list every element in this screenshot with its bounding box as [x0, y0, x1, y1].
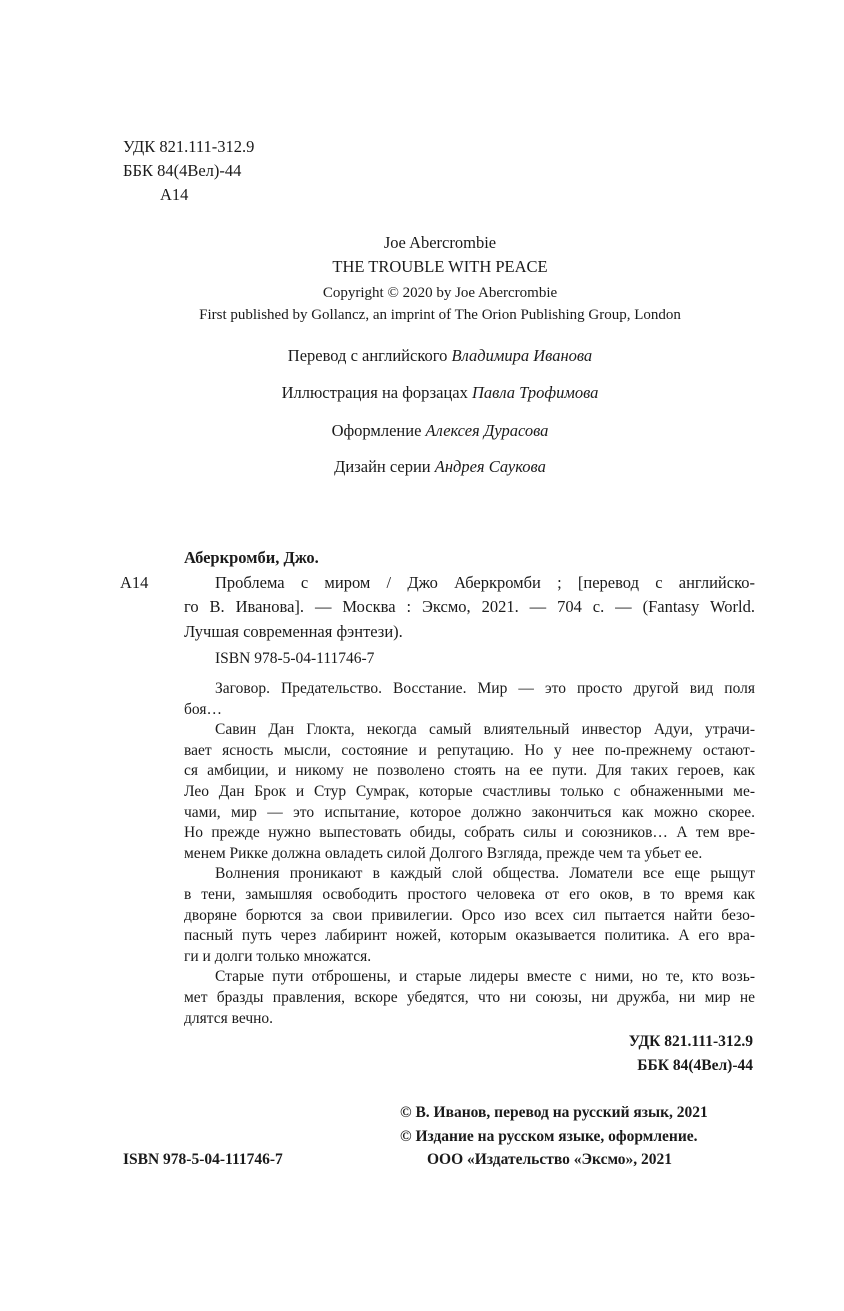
credit-role: Иллюстрация на форзацах	[281, 383, 468, 402]
footer-bbk: ББК 84(4Вел)-44	[637, 1057, 753, 1074]
annotation-line: Волнения проникают в каждый слой общества. Ломатели все еще рыщут	[215, 865, 755, 882]
credit-role: Оформление	[331, 421, 422, 440]
bbk-code: ББК 84(4Вел)-44	[123, 161, 242, 180]
annotation-line: Старые пути отброшены, и старые лидеры вместе с ними, но те, кто возь-	[215, 968, 755, 985]
catalog-mark: А14	[120, 573, 149, 592]
catalog-entry-line: Проблема с миром / Джо Аберкромби ; [перевод с английско-	[215, 573, 755, 592]
original-author: Joe Abercrombie	[383, 233, 497, 252]
rights-edition: © Издание на русском языке, оформление.	[400, 1128, 698, 1145]
catalog-isbn: ISBN 978-5-04-111746-7	[215, 650, 375, 667]
credit-design	[0, 421, 844, 441]
credit-name: Андрея Саукова	[434, 457, 546, 476]
annotation-line: Но прежде нужно выпестовать обиды, собрать силы и союзников… А тем вре-	[184, 824, 755, 841]
catalog-entry-line: Лучшая современная фэнтези).	[184, 622, 403, 641]
credit-name: Павла Трофимова	[472, 383, 599, 402]
annotation-line: ся амбиции, и никому не позволено стоять на ее пути. Для таких героев, как	[184, 762, 755, 779]
credit-series-design	[0, 457, 844, 477]
footer-isbn: ISBN 978-5-04-111746-7	[123, 1151, 283, 1168]
catalog-entry-line: го В. Иванова]. — Москва : Эксмо, 2021. — 704 с. — (Fantasy World.	[184, 597, 755, 616]
annotation-line: дворяне борются за свои привилегии. Орсо изо всех сил пытается найти безо-	[184, 907, 755, 924]
credit-illustration	[0, 383, 844, 403]
rights-publisher: ООО «Издательство «Эксмо», 2021	[427, 1151, 673, 1168]
footer-udk: УДК 821.111-312.9	[628, 1033, 753, 1050]
rights-translation: © В. Иванов, перевод на русский язык, 2021	[400, 1104, 708, 1121]
annotation-line: менем Рикке должна овладеть силой Долгого Взгляда, прежде чем та убьет ее.	[184, 845, 703, 862]
original-copyright: Copyright © 2020 by Joe Abercrombie	[322, 285, 558, 301]
credit-role: Дизайн серии	[334, 457, 431, 476]
udk-code: УДК 821.111-312.9	[123, 137, 255, 156]
credit-role: Перевод с английского	[287, 346, 448, 365]
annotation-line: ги и долги только множатся.	[184, 948, 372, 965]
annotation-line: вает ясность мысли, состояние и репутацию. Но у нее по-прежнему остают-	[184, 742, 755, 759]
catalog-heading: Аберкромби, Джо.	[184, 548, 319, 567]
first-published: First published by Gollancz, an imprint of The Orion Publishing Group, London	[199, 307, 681, 323]
credit-translation	[0, 346, 844, 366]
annotation-line: мет бразды правления, вскоре убедятся, что ни союзы, ни дружба, ни мир не	[184, 989, 755, 1006]
annotation-line: пасный путь через лабиринт ножей, которым оказывается политика. А его вра-	[184, 927, 755, 944]
annotation-line: Лео Дан Брок и Стур Сумрак, которые счастливы только с обнаженными ме-	[184, 783, 755, 800]
credit-name: Владимира Иванова	[451, 346, 593, 365]
annotation-line: чами, мир — это испытание, которое должно закончиться как можно скорее.	[184, 804, 755, 821]
annotation-line: Заговор. Предательство. Восстание. Мир — это просто другой вид поля	[215, 680, 755, 697]
author-mark: А14	[160, 185, 189, 204]
credit-name: Алексея Дурасова	[425, 421, 549, 440]
annotation-line: Савин Дан Глокта, некогда самый влиятельный инвестор Адуи, утрачи-	[215, 721, 755, 738]
annotation-line: в тени, замышляя освободить простого человека от его оков, в то время как	[184, 886, 755, 903]
annotation-line: длятся вечно.	[184, 1010, 274, 1027]
annotation-line: боя…	[184, 701, 222, 718]
original-title: THE TROUBLE WITH PEACE	[332, 257, 548, 276]
